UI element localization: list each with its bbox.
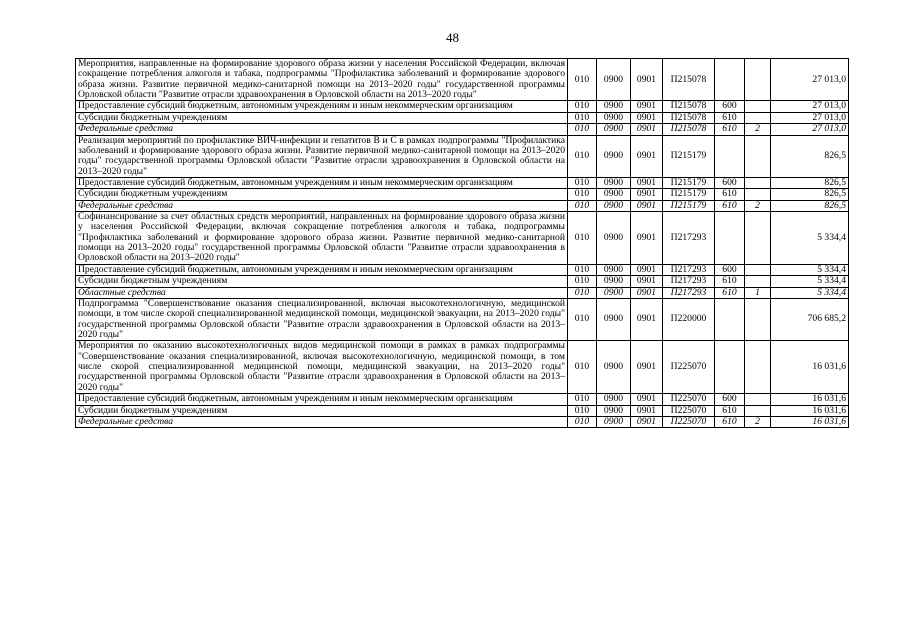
row-name: Софинансирование за счет областных средств мероприятий, направленных на формирование здорового образа жизни у населения Российской Федерации, включая сокращение потребления алкоголя и табака, подпрограммы "Профилактика заболеваний и формирование здорового образа жизни. Развитие первичной медико-санитарной помощи на 2013–2020 годы" государственной программы Орловской области "Развитие отрасли здравоохранения в Орловской области на 2013–2020 годы" — [76, 212, 568, 265]
subsection-code: 0901 — [631, 276, 663, 287]
target-article-code: П217293 — [663, 276, 715, 287]
table-body — [76, 59, 849, 428]
row-name: Субсидии бюджетным учреждениям — [76, 405, 568, 416]
subsection-code: 0901 — [631, 135, 663, 177]
table-row — [76, 135, 849, 177]
funding-source-code — [745, 405, 771, 416]
expense-type-code: 610 — [715, 276, 745, 287]
target-article-code: П215078 — [663, 59, 715, 101]
amount: 16 031,6 — [771, 341, 849, 394]
subsection-code: 0901 — [631, 405, 663, 416]
target-article-code: П225070 — [663, 394, 715, 405]
subsection-code: 0901 — [631, 416, 663, 427]
budget-table — [75, 58, 849, 428]
expense-type-code: 600 — [715, 101, 745, 112]
row-name: Субсидии бюджетным учреждениям — [76, 189, 568, 200]
table-row — [76, 416, 849, 427]
amount: 5 334,4 — [771, 212, 849, 265]
admin-code: 010 — [568, 112, 597, 123]
table-row — [76, 177, 849, 188]
subsection-code: 0901 — [631, 287, 663, 298]
admin-code: 010 — [568, 287, 597, 298]
table-row — [76, 59, 849, 101]
subsection-code: 0901 — [631, 189, 663, 200]
table-row — [76, 264, 849, 275]
row-name: Мероприятия по оказанию высокотехнологичных видов медицинской помощи в рамках в рамках подпрограммы "Совершенствование оказания специализированной, включая высокотехнологичную, медицинской помощи, в том числе скорой специализированной медицинской помощи, медицинской эвакуации, на 2013–2020 годы" государственной программы Орловской области "Развитие отрасли здравоохранения в Орловской области на 2013–2020 годы" — [76, 341, 568, 394]
admin-code: 010 — [568, 212, 597, 265]
target-article-code: П215078 — [663, 112, 715, 123]
row-name: Субсидии бюджетным учреждениям — [76, 112, 568, 123]
row-name: Субсидии бюджетным учреждениям — [76, 276, 568, 287]
expense-type-code: 610 — [715, 287, 745, 298]
expense-type-code: 610 — [715, 416, 745, 427]
section-code: 0900 — [597, 135, 631, 177]
subsection-code: 0901 — [631, 298, 663, 340]
funding-source-code: 2 — [745, 416, 771, 427]
admin-code: 010 — [568, 276, 597, 287]
section-code: 0900 — [597, 405, 631, 416]
section-code: 0900 — [597, 287, 631, 298]
funding-source-code — [745, 189, 771, 200]
row-name: Предоставление субсидий бюджетным, автономным учреждениям и иным некоммерческим организациям — [76, 101, 568, 112]
subsection-code: 0901 — [631, 264, 663, 275]
amount: 27 013,0 — [771, 124, 849, 135]
funding-source-code: 2 — [745, 124, 771, 135]
target-article-code: П217293 — [663, 287, 715, 298]
row-name: Федеральные средства — [76, 416, 568, 427]
admin-code: 010 — [568, 264, 597, 275]
target-article-code: П215179 — [663, 200, 715, 211]
admin-code: 010 — [568, 177, 597, 188]
expense-type-code — [715, 341, 745, 394]
section-code: 0900 — [597, 416, 631, 427]
row-name: Предоставление субсидий бюджетным, автономным учреждениям и иным некоммерческим организациям — [76, 264, 568, 275]
subsection-code: 0901 — [631, 112, 663, 123]
section-code: 0900 — [597, 189, 631, 200]
admin-code: 010 — [568, 405, 597, 416]
expense-type-code: 610 — [715, 200, 745, 211]
amount: 826,5 — [771, 177, 849, 188]
funding-source-code — [745, 394, 771, 405]
funding-source-code — [745, 276, 771, 287]
subsection-code: 0901 — [631, 101, 663, 112]
admin-code: 010 — [568, 189, 597, 200]
admin-code: 010 — [568, 394, 597, 405]
row-name: Федеральные средства — [76, 124, 568, 135]
funding-source-code — [745, 135, 771, 177]
subsection-code: 0901 — [631, 59, 663, 101]
target-article-code: П215078 — [663, 124, 715, 135]
expense-type-code — [715, 298, 745, 340]
expense-type-code: 600 — [715, 177, 745, 188]
amount: 16 031,6 — [771, 416, 849, 427]
target-article-code: П215179 — [663, 135, 715, 177]
admin-code: 010 — [568, 341, 597, 394]
amount: 27 013,0 — [771, 112, 849, 123]
target-article-code: П225070 — [663, 405, 715, 416]
target-article-code: П225070 — [663, 416, 715, 427]
amount: 706 685,2 — [771, 298, 849, 340]
table-row — [76, 276, 849, 287]
table-row — [76, 200, 849, 211]
target-article-code: П217293 — [663, 212, 715, 265]
subsection-code: 0901 — [631, 212, 663, 265]
amount: 826,5 — [771, 135, 849, 177]
funding-source-code — [745, 264, 771, 275]
expense-type-code — [715, 212, 745, 265]
amount: 27 013,0 — [771, 101, 849, 112]
table-row — [76, 101, 849, 112]
row-name: Мероприятия, направленные на формирование здорового образа жизни у населения Российской Федерации, включая сокращение потребления алкоголя и табака, подпрограммы "Профилактика заболеваний и формирование здорового образа жизни. Развитие первичной медико-санитарной помощи на 2013–2020 годы" государственной программы Орловской области "Развитие отрасли здравоохранения в Орловской области на 2013–2020 годы" — [76, 59, 568, 101]
amount: 5 334,4 — [771, 276, 849, 287]
row-name: Реализация мероприятий по профилактике ВИЧ-инфекции и гепатитов В и С в рамках подпрограммы "Профилактика заболеваний и формирование здорового образа жизни. Развитие первичной медико-санитарной помощи на 2013–2020 годы" государственной программы Орловской области "Развитие отрасли здравоохранения в Орловской области на 2013–2020 годы" — [76, 135, 568, 177]
row-name: Подпрограмма "Совершенствование оказания специализированной, включая высокотехнологичную, медицинской помощи, в том числе скорой специализированной медицинской помощи, медицинской эвакуации, на 2013–2020 годы" государственной программы Орловской области "Развитие отрасли здравоохранения в Орловской области на 2013–2020 годы" — [76, 298, 568, 340]
section-code: 0900 — [597, 212, 631, 265]
table-row — [76, 405, 849, 416]
funding-source-code: 2 — [745, 200, 771, 211]
subsection-code: 0901 — [631, 394, 663, 405]
table-row — [76, 298, 849, 340]
funding-source-code — [745, 341, 771, 394]
amount: 826,5 — [771, 200, 849, 211]
target-article-code: П215179 — [663, 189, 715, 200]
amount: 826,5 — [771, 189, 849, 200]
section-code: 0900 — [597, 112, 631, 123]
amount: 16 031,6 — [771, 394, 849, 405]
section-code: 0900 — [597, 59, 631, 101]
section-code: 0900 — [597, 341, 631, 394]
section-code: 0900 — [597, 276, 631, 287]
admin-code: 010 — [568, 298, 597, 340]
section-code: 0900 — [597, 124, 631, 135]
section-code: 0900 — [597, 298, 631, 340]
amount: 27 013,0 — [771, 59, 849, 101]
amount: 16 031,6 — [771, 405, 849, 416]
target-article-code: П215078 — [663, 101, 715, 112]
row-name: Предоставление субсидий бюджетным, автономным учреждениям и иным некоммерческим организациям — [76, 177, 568, 188]
table-row — [76, 287, 849, 298]
admin-code: 010 — [568, 135, 597, 177]
expense-type-code: 610 — [715, 112, 745, 123]
row-name: Областные средства — [76, 287, 568, 298]
funding-source-code — [745, 59, 771, 101]
subsection-code: 0901 — [631, 177, 663, 188]
expense-type-code: 600 — [715, 264, 745, 275]
amount: 5 334,4 — [771, 264, 849, 275]
target-article-code: П225070 — [663, 341, 715, 394]
admin-code: 010 — [568, 200, 597, 211]
expense-type-code — [715, 59, 745, 101]
row-name: Предоставление субсидий бюджетным, автономным учреждениям и иным некоммерческим организациям — [76, 394, 568, 405]
section-code: 0900 — [597, 264, 631, 275]
table-row — [76, 212, 849, 265]
amount: 5 334,4 — [771, 287, 849, 298]
expense-type-code — [715, 135, 745, 177]
target-article-code: П215179 — [663, 177, 715, 188]
admin-code: 010 — [568, 124, 597, 135]
subsection-code: 0901 — [631, 341, 663, 394]
expense-type-code: 610 — [715, 189, 745, 200]
subsection-code: 0901 — [631, 200, 663, 211]
table-row — [76, 124, 849, 135]
page-number: 48 — [446, 30, 459, 45]
subsection-code: 0901 — [631, 124, 663, 135]
funding-source-code — [745, 212, 771, 265]
section-code: 0900 — [597, 101, 631, 112]
table-row — [76, 189, 849, 200]
table-row — [76, 112, 849, 123]
admin-code: 010 — [568, 59, 597, 101]
section-code: 0900 — [597, 394, 631, 405]
admin-code: 010 — [568, 101, 597, 112]
row-name: Федеральные средства — [76, 200, 568, 211]
target-article-code: П217293 — [663, 264, 715, 275]
admin-code: 010 — [568, 416, 597, 427]
expense-type-code: 610 — [715, 405, 745, 416]
table-row — [76, 341, 849, 394]
funding-source-code: 1 — [745, 287, 771, 298]
table-row — [76, 394, 849, 405]
funding-source-code — [745, 298, 771, 340]
expense-type-code: 610 — [715, 124, 745, 135]
target-article-code: П220000 — [663, 298, 715, 340]
funding-source-code — [745, 101, 771, 112]
funding-source-code — [745, 177, 771, 188]
expense-type-code: 600 — [715, 394, 745, 405]
funding-source-code — [745, 112, 771, 123]
section-code: 0900 — [597, 177, 631, 188]
section-code: 0900 — [597, 200, 631, 211]
